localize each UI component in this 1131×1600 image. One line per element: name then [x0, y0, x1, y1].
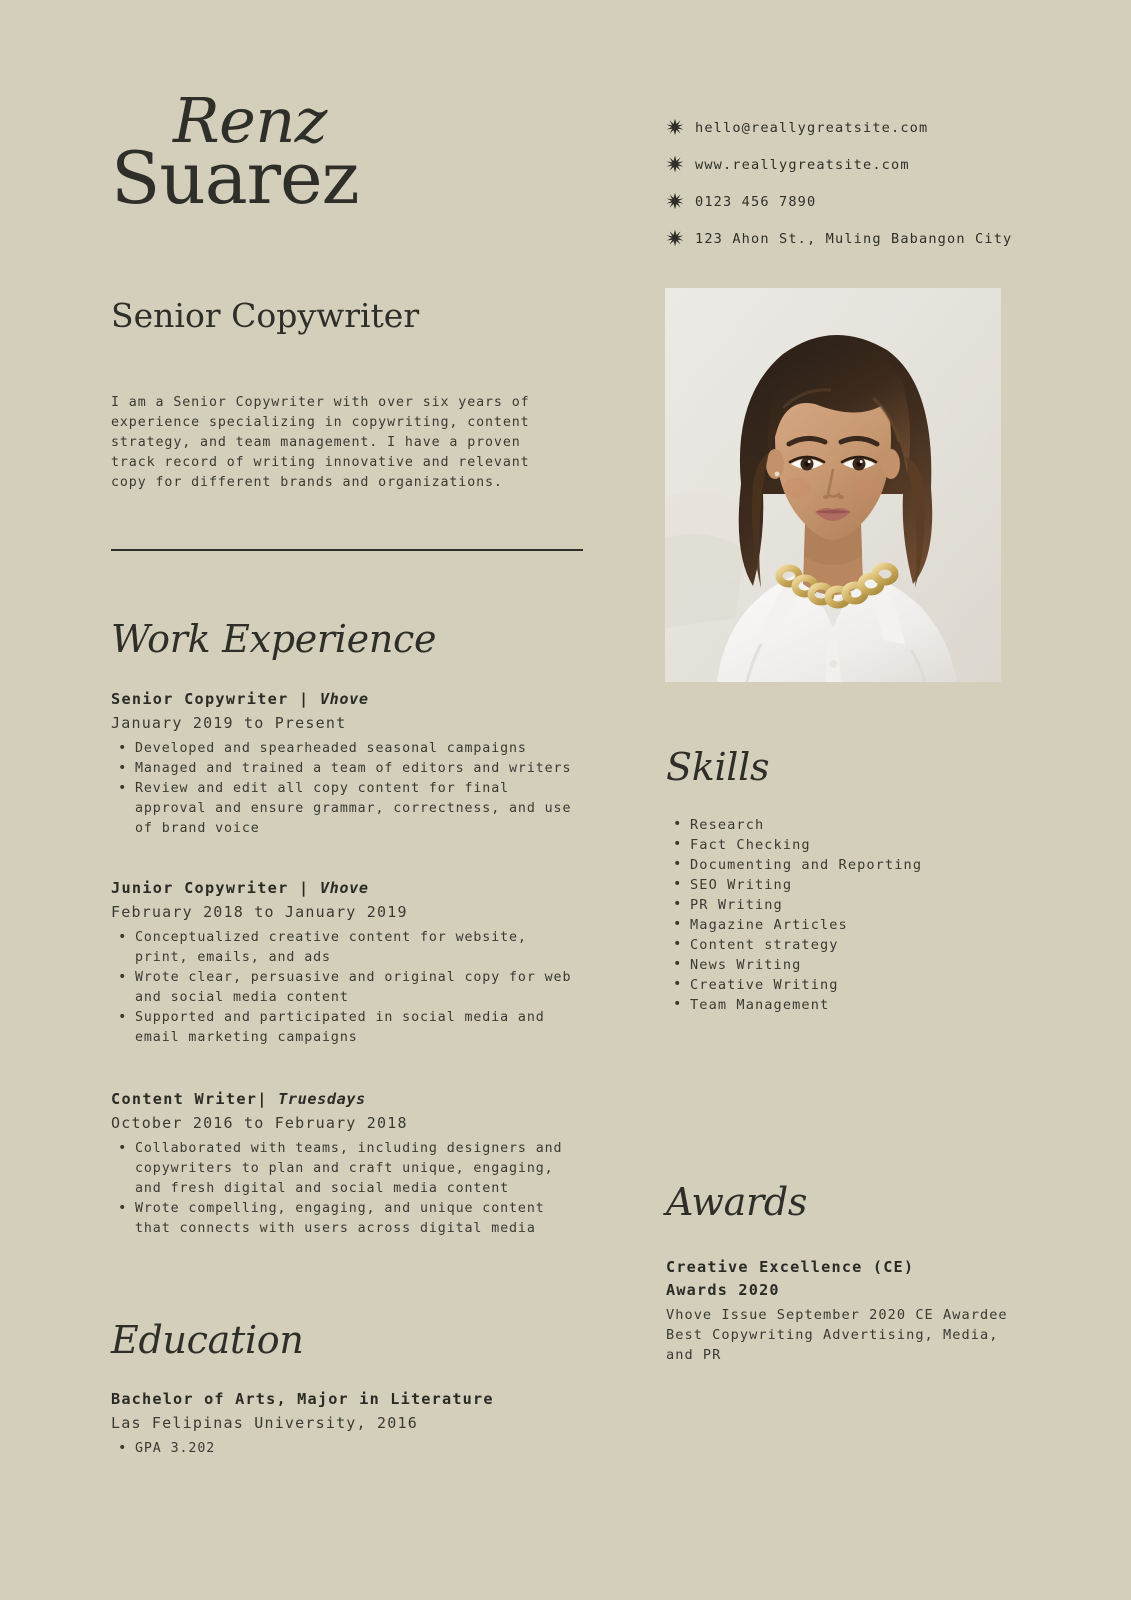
profile-photo [665, 288, 1001, 682]
list-item: • Documenting and Reporting [666, 855, 1026, 875]
job-bullet-list [111, 1139, 589, 1239]
job-dates: January 2019 to Present [111, 714, 347, 732]
education-bullet-list [111, 1439, 589, 1459]
job-bullet-list [111, 739, 589, 839]
list-item: • GPA 3.202 [111, 1439, 589, 1459]
job-company: Truesdays [278, 1090, 366, 1108]
education-heading: Education [111, 1318, 304, 1362]
list-item: • Creative Writing [666, 975, 1026, 995]
list-item: • Review and edit all copy content for final approval and ensure grammar, correctness, and use of brand voice [111, 779, 589, 839]
job-role-text: Senior Copywriter | [111, 690, 320, 708]
work-experience-item [111, 877, 589, 1048]
contact-value-website: www.reallygreatsite.com [695, 156, 910, 173]
job-dates: October 2016 to February 2018 [111, 1114, 408, 1132]
list-item: • News Writing [666, 955, 1026, 975]
award-title-line-2: Awards 2020 [666, 1281, 780, 1299]
contact-list [666, 109, 1066, 257]
list-item: • Wrote compelling, engaging, and unique content that connects with users across digital media [111, 1199, 589, 1239]
star-icon [666, 192, 684, 210]
contact-item-email[interactable] [666, 109, 1066, 146]
education-item [111, 1388, 589, 1459]
job-role [111, 688, 589, 710]
list-item: • Supported and participated in social media and email marketing campaigns [111, 1008, 589, 1048]
job-company: Vhove [319, 879, 369, 897]
contact-value-email: hello@reallygreatsite.com [695, 119, 929, 136]
job-role-text: Content Writer| [111, 1090, 279, 1108]
contact-value-address: 123 Ahon St., Muling Babangon City [695, 230, 1013, 247]
work-experience-item [111, 688, 589, 839]
education-school: Las Felipinas University, 2016 [111, 1414, 418, 1432]
star-icon [666, 155, 684, 173]
list-item: • Wrote clear, persuasive and original copy for web and social media content [111, 968, 589, 1008]
summary-paragraph: I am a Senior Copywriter with over six years of experience specializing in copywriting, content strategy, and team management. I have a proven track record of writing innovative and relevant copy for different brands and organizations. [111, 395, 530, 490]
award-item [666, 1256, 1016, 1365]
candidate-name [111, 84, 581, 220]
list-item: • Developed and spearheaded seasonal campaigns [111, 739, 589, 759]
contact-item-website[interactable] [666, 146, 1066, 183]
skills-heading: Skills [666, 745, 770, 789]
list-item: • Content strategy [666, 935, 1026, 955]
star-icon [666, 229, 684, 247]
page-title: Senior Copywriter [111, 296, 420, 335]
name-last: Suarez [111, 135, 359, 220]
job-dates: February 2018 to January 2019 [111, 903, 408, 921]
job-bullet-list [111, 928, 589, 1048]
list-item: • Magazine Articles [666, 915, 1026, 935]
list-item: • Managed and trained a team of editors and writers [111, 759, 589, 779]
list-item: • SEO Writing [666, 875, 1026, 895]
list-item: • Fact Checking [666, 835, 1026, 855]
job-role [111, 1088, 589, 1110]
job-role [111, 877, 589, 899]
list-item: • Team Management [666, 995, 1026, 1015]
job-role-text: Junior Copywriter | [111, 879, 320, 897]
education-degree: Bachelor of Arts, Major in Literature [111, 1390, 494, 1408]
list-item: • Research [666, 815, 1026, 835]
awards-heading: Awards [666, 1180, 808, 1224]
work-experience-item [111, 1088, 589, 1239]
award-description: Vhove Issue September 2020 CE Awardee Best Copywriting Advertising, Media, and PR [666, 1307, 1008, 1363]
contact-item-address[interactable] [666, 220, 1066, 257]
job-company: Vhove [319, 690, 369, 708]
contact-value-phone: 0123 456 7890 [695, 193, 817, 210]
list-item: • PR Writing [666, 895, 1026, 915]
star-icon [666, 118, 684, 136]
name-first: Renz [173, 84, 327, 157]
section-divider [111, 549, 583, 551]
contact-item-phone[interactable] [666, 183, 1066, 220]
award-title-line-1: Creative Excellence (CE) [666, 1258, 915, 1276]
list-item: • Conceptualized creative content for website, print, emails, and ads [111, 928, 589, 968]
list-item: • Collaborated with teams, including designers and copywriters to plan and craft unique, engaging, and fresh digital and social media content [111, 1139, 589, 1199]
skills-list [666, 815, 1026, 1015]
work-experience-heading: Work Experience [111, 617, 437, 661]
